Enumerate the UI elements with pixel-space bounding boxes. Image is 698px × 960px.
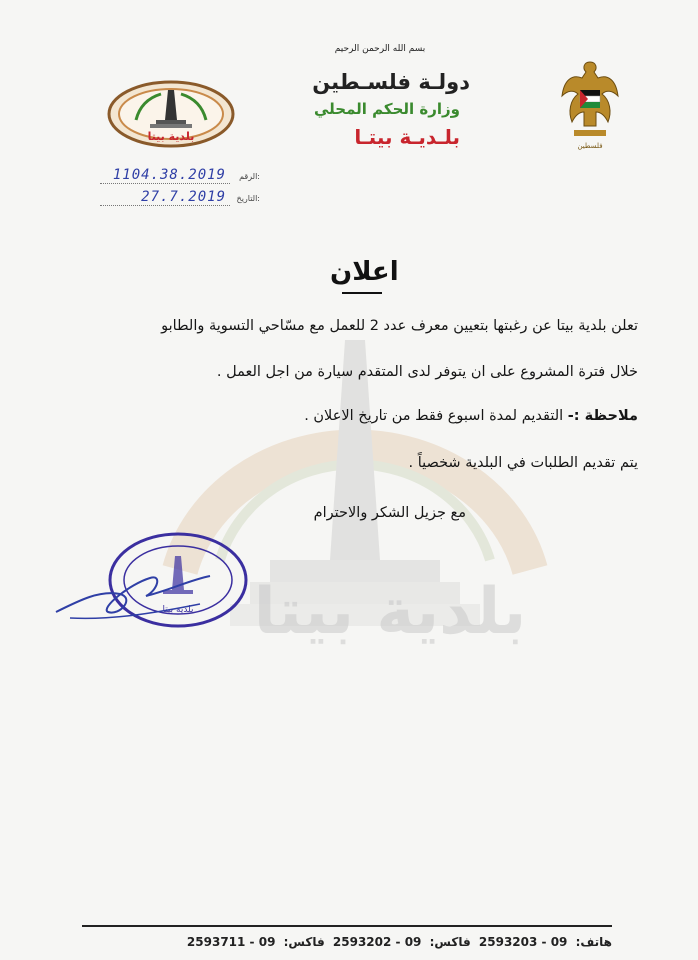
- reference-number-label: الرقم:: [239, 172, 260, 181]
- reference-number-row: [80, 167, 260, 188]
- municipality-name: بلـديـة بيتـا: [354, 125, 460, 149]
- municipality-logo: [106, 80, 236, 148]
- eagle-caption: فلسطين: [577, 142, 603, 150]
- reference-number-value: 1104.38.2019: [112, 167, 226, 183]
- phone-value: 09 - 2593203: [478, 935, 568, 949]
- basmala: بسم الله الرحمن الرحيم: [334, 44, 426, 54]
- reference-number-dots: [100, 183, 230, 184]
- phone-label: هاتف:: [575, 935, 612, 949]
- reference-date-label: التاريخ:: [236, 194, 260, 203]
- announcement-line-2: خلال فترة المشروع على ان يتوفر لدى المتقدم سيارة من اجل العمل .: [216, 364, 638, 380]
- note-text: التقديم لمدة اسبوع فقط من تاريخ الاعلان .: [304, 408, 564, 424]
- fax1-value: 09 - 2593202: [332, 935, 422, 949]
- footer-rule: [82, 925, 612, 927]
- watermark-text: بلدية بيتا: [253, 575, 527, 649]
- announcement-note: [304, 408, 638, 424]
- ministry-name: وزارة الحكم المحلي: [313, 100, 460, 118]
- handwritten-signature: [50, 560, 220, 630]
- announcement-line-1: تعلن بلدية بيتا عن رغبتها بتعيين معرف عدد 2 للعمل مع مسّاحي التسوية والطابو: [161, 318, 638, 334]
- reference-date-value: 27.7.2019: [141, 189, 226, 205]
- announcement-title: اعلان: [330, 257, 399, 287]
- fax1-label: فاكس:: [429, 935, 471, 949]
- footer-contacts: [150, 935, 612, 949]
- note-label: ملاحظة :-: [567, 408, 638, 424]
- reference-date-dots: [100, 205, 230, 206]
- announcement-line-4: يتم تقديم الطلبات في البلدية شخصياً .: [408, 455, 638, 471]
- fax2-value: 09 - 2593711: [186, 935, 276, 949]
- reference-date-row: [80, 189, 260, 210]
- stamp-text: بلدية بيتا: [162, 605, 194, 615]
- eagle-emblem-icon: [558, 56, 622, 148]
- closing-line: مع جزيل الشكر والاحترام: [313, 505, 466, 521]
- state-name: دولـة فلسـطين: [312, 70, 470, 94]
- fax2-label: فاكس:: [283, 935, 325, 949]
- logo-text: بلدية بيتا: [147, 130, 195, 143]
- title-underline: [342, 292, 382, 294]
